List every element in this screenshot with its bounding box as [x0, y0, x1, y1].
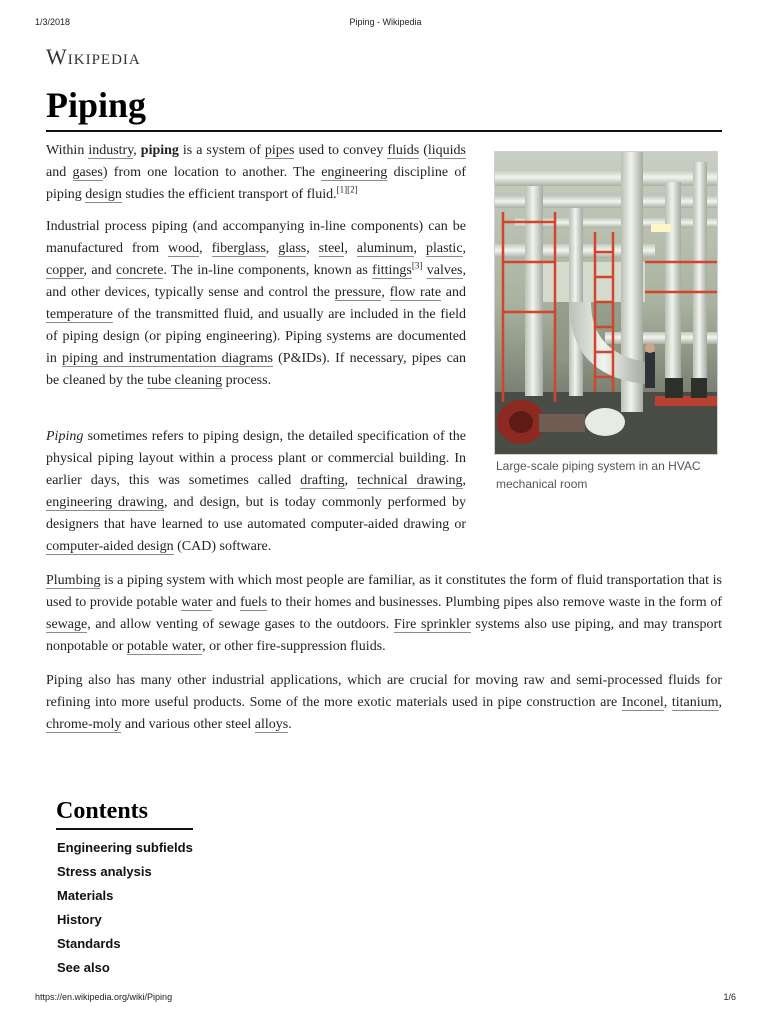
link-concrete[interactable]: concrete: [116, 263, 164, 278]
link-chrome-moly[interactable]: chrome-moly: [46, 717, 122, 732]
link-plastic[interactable]: plastic: [425, 241, 463, 256]
reference-2[interactable]: [2]: [347, 184, 358, 195]
link-temperature[interactable]: temperature: [46, 307, 113, 322]
text-run: ,: [199, 241, 212, 256]
link-computer-aided-design[interactable]: computer-aided design: [46, 539, 174, 554]
link-engineering[interactable]: engineering: [321, 165, 388, 180]
piping-photo-figure: [494, 151, 718, 455]
link-titanium[interactable]: titanium: [671, 695, 719, 710]
link-plumbing[interactable]: Plumbing: [46, 573, 101, 588]
text-run: .: [288, 717, 292, 732]
text-run: (CAD) software.: [173, 539, 272, 554]
link-drafting[interactable]: drafting: [300, 473, 345, 488]
text-run: ,: [265, 241, 279, 256]
text-run: and: [46, 165, 73, 180]
text-run: and: [212, 595, 240, 610]
toc-item-engineering-subfields[interactable]: Engineering subfields: [57, 840, 193, 855]
link-engineering-drawing[interactable]: engineering drawing: [46, 495, 164, 510]
link-gases[interactable]: gases: [72, 165, 103, 180]
link-alloys[interactable]: alloys: [254, 717, 289, 732]
toc-item-history[interactable]: History: [57, 912, 102, 927]
text-run: Piping also has many other industrial applications, which are crucial for moving raw and semi-processed fluids for refining into more useful products. Some of the more exotic materials used in pipe construction are: [46, 673, 722, 710]
text-run: studies the efficient transport of fluid.: [121, 187, 337, 202]
text-run: , and: [83, 263, 116, 278]
page-title: Piping: [46, 82, 722, 132]
text-run: ,: [413, 241, 426, 256]
text-run: used to convey: [294, 143, 388, 158]
reference-3[interactable]: [3]: [411, 260, 423, 271]
text-run: ,: [344, 473, 358, 488]
link-tube-cleaning[interactable]: tube cleaning: [147, 373, 223, 388]
figure-caption: Large-scale piping system in an HVAC mechanical room: [496, 459, 701, 491]
text-run: ,: [133, 143, 141, 158]
text-run: sometimes refers to piping design, the detailed specification of the physical piping layout within a process plant or commercial building. In earlier days, this was sometimes called: [46, 429, 466, 488]
print-page-title: Piping - Wikipedia: [349, 17, 422, 27]
text-run: process.: [222, 373, 272, 388]
link-piping-and-instrumentation-diagrams[interactable]: piping and instrumentation diagrams: [62, 351, 273, 366]
link-valves[interactable]: valves: [426, 263, 463, 278]
text-run: ,: [344, 241, 357, 256]
text-run: ,: [306, 241, 319, 256]
text-run: ,: [663, 695, 672, 710]
text-run: of the transmitted fluid, and usually are included in the field of piping design (or piping engineering). Piping systems are documented in: [46, 307, 466, 366]
text-run: . The in-line components, known as: [163, 263, 373, 278]
text-run: ,: [462, 473, 466, 488]
text-run: , and design, but is today commonly performed by designers that have learned to use automated computer-aided drawing or: [46, 495, 466, 532]
toc-item-standards[interactable]: Standards: [57, 936, 121, 951]
link-aluminum[interactable]: aluminum: [356, 241, 414, 256]
toc-item-see-also[interactable]: See also: [57, 960, 110, 975]
text-run: and various other steel: [121, 717, 255, 732]
text-run: , and allow venting of sewage gases to the outdoors.: [87, 617, 394, 632]
intro-paragraph-3: [46, 426, 466, 558]
text-run: ,: [718, 695, 723, 710]
link-sewage[interactable]: sewage: [46, 617, 88, 632]
print-date: 1/3/2018: [35, 17, 71, 27]
link-flow-rate[interactable]: flow rate: [389, 285, 442, 300]
link-fire-sprinkler[interactable]: Fire sprinkler: [393, 617, 471, 632]
link-fuels[interactable]: fuels: [239, 595, 268, 610]
link-design[interactable]: design: [85, 187, 122, 202]
print-footer: [35, 992, 736, 1006]
text-run: is a system of: [178, 143, 265, 158]
table-of-contents: [57, 836, 193, 980]
text-run: ,: [381, 285, 390, 300]
text-run: ) from one location to another. The: [102, 165, 322, 180]
text-run: ,: [462, 241, 467, 256]
print-url: https://en.wikipedia.org/wiki/Piping: [35, 992, 173, 1002]
reference-1[interactable]: [1]: [336, 184, 348, 195]
link-wood[interactable]: wood: [168, 241, 200, 256]
term-piping-italic: Piping: [46, 429, 84, 444]
link-technical-drawing[interactable]: technical drawing: [357, 473, 463, 488]
text-run: and: [441, 285, 466, 300]
link-water[interactable]: water: [181, 595, 213, 610]
text-run: discipline of piping: [46, 165, 466, 202]
print-header: [35, 17, 736, 31]
intro-paragraph-2: [46, 216, 466, 392]
link-fittings[interactable]: fittings: [372, 263, 412, 278]
link-steel[interactable]: steel: [318, 241, 345, 256]
text-run: (P&IDs). If necessary, pipes can be cleaned by the: [46, 351, 467, 388]
text-run: to their homes and businesses. Plumbing pipes also remove waste in the form of: [267, 595, 722, 610]
text-run: systems also use piping, and may transport nonpotable or: [46, 617, 722, 654]
link-fluids[interactable]: fluids: [387, 143, 420, 158]
link-glass[interactable]: glass: [278, 241, 307, 256]
link-pipes[interactable]: pipes: [264, 143, 295, 158]
link-fiberglass[interactable]: fiberglass: [211, 241, 266, 256]
applications-paragraph: [46, 670, 722, 736]
link-industry[interactable]: industry: [88, 143, 134, 158]
text-run: , or other fire-suppression fluids.: [202, 639, 386, 654]
link-liquids[interactable]: liquids: [427, 143, 467, 158]
text-run: Within: [46, 143, 89, 158]
plumbing-paragraph: [46, 570, 722, 658]
toc-item-materials[interactable]: Materials: [57, 888, 114, 903]
print-page-number: 1/6: [723, 992, 736, 1002]
text-run: , and other devices, typically sense and control the: [46, 263, 466, 300]
text-run: Industrial process piping (and accompanying in-line components) can be manufactured from: [46, 219, 466, 256]
toc-item-stress-analysis[interactable]: Stress analysis: [57, 864, 152, 879]
link-potable-water[interactable]: potable water: [126, 639, 203, 654]
text-run: is a piping system with which most people are familiar, as it constitutes the form of fluid transportation that is used to provide potable: [46, 573, 722, 610]
piping-photo[interactable]: [494, 151, 718, 455]
text-run: (: [419, 143, 428, 158]
wikipedia-wordmark[interactable]: Wikipedia: [46, 44, 141, 69]
link-inconel[interactable]: Inconel: [621, 695, 664, 710]
contents-heading: Contents: [56, 796, 193, 830]
link-copper[interactable]: copper: [46, 263, 84, 278]
term-piping: piping: [140, 143, 179, 158]
intro-paragraph-1: [46, 140, 466, 206]
link-pressure[interactable]: pressure: [334, 285, 382, 300]
